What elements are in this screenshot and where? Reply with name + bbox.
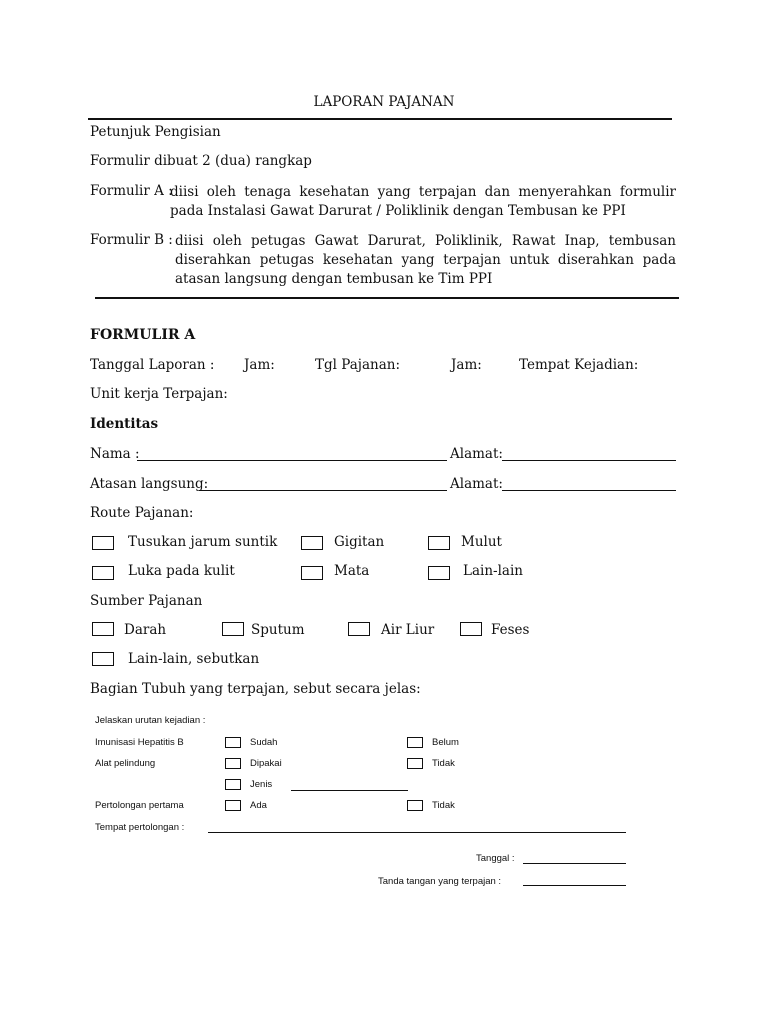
page-title: LAPORAN PAJANAN xyxy=(313,94,455,110)
luka-label: Luka pada kulit xyxy=(128,563,235,579)
jam-label-2: Jam: xyxy=(451,357,482,373)
identitas-heading: Identitas xyxy=(90,416,159,432)
jenis-label: Jenis xyxy=(250,779,273,790)
alat-tidak-label: Tidak xyxy=(432,758,455,769)
ttd-label: Tanda tangan yang terpajan : xyxy=(378,876,502,887)
atasan-label: Atasan langsung: xyxy=(90,476,209,492)
alat-tidak-checkbox[interactable] xyxy=(407,758,423,769)
luka-checkbox[interactable] xyxy=(92,566,114,580)
dipakai-label: Dipakai xyxy=(250,758,282,769)
pertolongan-tidak-label: Tidak xyxy=(432,800,455,811)
formA-description: diisi oleh tenaga kesehatan yang terpajan dan menyerahkan formulir pada Instalasi Gawat Darurat / Poliklinik dengan Tembusan ke PPI xyxy=(170,184,676,219)
gigitan-label: Gigitan xyxy=(334,534,385,550)
gigitan-checkbox[interactable] xyxy=(301,536,323,550)
airliur-checkbox[interactable] xyxy=(348,622,370,636)
alamat-field-2[interactable] xyxy=(502,490,676,491)
pertolongan-tidak-checkbox[interactable] xyxy=(407,800,423,811)
section-rule xyxy=(95,297,679,299)
belum-checkbox[interactable] xyxy=(407,737,423,748)
urutan-label: Jelaskan urutan kejadian : xyxy=(95,715,206,726)
darah-label: Darah xyxy=(124,622,167,638)
darah-checkbox[interactable] xyxy=(92,622,114,636)
nama-field[interactable] xyxy=(137,460,447,461)
formA-label: Formulir A : xyxy=(90,183,173,199)
formB-description: diisi oleh petugas Gawat Darurat, Poliklinik, Rawat Inap, tembusan diserahkan petugas kesehatan yang terpajan untuk diserahkan pada atasan langsung dengan tembusan ke Tim PPI xyxy=(175,233,676,287)
atasan-field[interactable] xyxy=(199,490,447,491)
sudah-label: Sudah xyxy=(250,737,278,748)
tempat-label: Tempat pertolongan : xyxy=(95,822,185,833)
feses-checkbox[interactable] xyxy=(460,622,482,636)
ttd-field[interactable] xyxy=(523,885,626,886)
title-rule xyxy=(88,118,672,120)
jam-label-1: Jam: xyxy=(244,357,275,373)
belum-label: Belum xyxy=(432,737,459,748)
formB-label: Formulir B : xyxy=(90,232,173,248)
sputum-label: Sputum xyxy=(251,622,305,638)
bagian-tubuh-label: Bagian Tubuh yang terpajan, sebut secara jelas: xyxy=(90,681,421,697)
route-lainlain-checkbox[interactable] xyxy=(428,566,450,580)
tanggal-field[interactable] xyxy=(523,863,626,864)
instructions-line1: Formulir dibuat 2 (dua) rangkap xyxy=(90,153,312,169)
route-heading: Route Pajanan: xyxy=(90,505,194,521)
tempat-kejadian-label: Tempat Kejadian: xyxy=(519,357,639,373)
tanggal-laporan-label: Tanggal Laporan : xyxy=(90,357,215,373)
mata-label: Mata xyxy=(334,563,370,579)
sputum-checkbox[interactable] xyxy=(222,622,244,636)
tempat-field[interactable] xyxy=(208,832,626,833)
jenis-field[interactable] xyxy=(291,790,408,791)
sumber-lainlain-label: Lain-lain, sebutkan xyxy=(128,651,260,667)
form-heading: FORMULIR A xyxy=(90,327,196,343)
mulut-label: Mulut xyxy=(461,534,502,550)
alamat-field-1[interactable] xyxy=(502,460,676,461)
route-lainlain-label: Lain-lain xyxy=(463,563,523,579)
tusukan-checkbox[interactable] xyxy=(92,536,114,550)
imunisasi-label: Imunisasi Hepatitis B xyxy=(95,737,184,748)
alamat-label-1: Alamat: xyxy=(450,446,503,462)
tusukan-label: Tusukan jarum suntik xyxy=(128,534,278,550)
sumber-heading: Sumber Pajanan xyxy=(90,593,203,609)
tgl-pajanan-label: Tgl Pajanan: xyxy=(315,357,401,373)
sumber-lainlain-checkbox[interactable] xyxy=(92,652,114,666)
feses-label: Feses xyxy=(491,622,530,638)
alamat-label-2: Alamat: xyxy=(450,476,503,492)
dipakai-checkbox[interactable] xyxy=(225,758,241,769)
mata-checkbox[interactable] xyxy=(301,566,323,580)
ada-checkbox[interactable] xyxy=(225,800,241,811)
unit-kerja-label: Unit kerja Terpajan: xyxy=(90,386,228,402)
nama-label: Nama : xyxy=(90,446,140,462)
sudah-checkbox[interactable] xyxy=(225,737,241,748)
mulut-checkbox[interactable] xyxy=(428,536,450,550)
airliur-label: Air Liur xyxy=(381,622,435,638)
pertolongan-label: Pertolongan pertama xyxy=(95,800,184,811)
tanggal-label: Tanggal : xyxy=(476,853,515,864)
instructions-heading: Petunjuk Pengisian xyxy=(90,124,221,140)
alat-label: Alat pelindung xyxy=(95,758,156,769)
ada-label: Ada xyxy=(250,800,267,811)
jenis-checkbox[interactable] xyxy=(225,779,241,790)
